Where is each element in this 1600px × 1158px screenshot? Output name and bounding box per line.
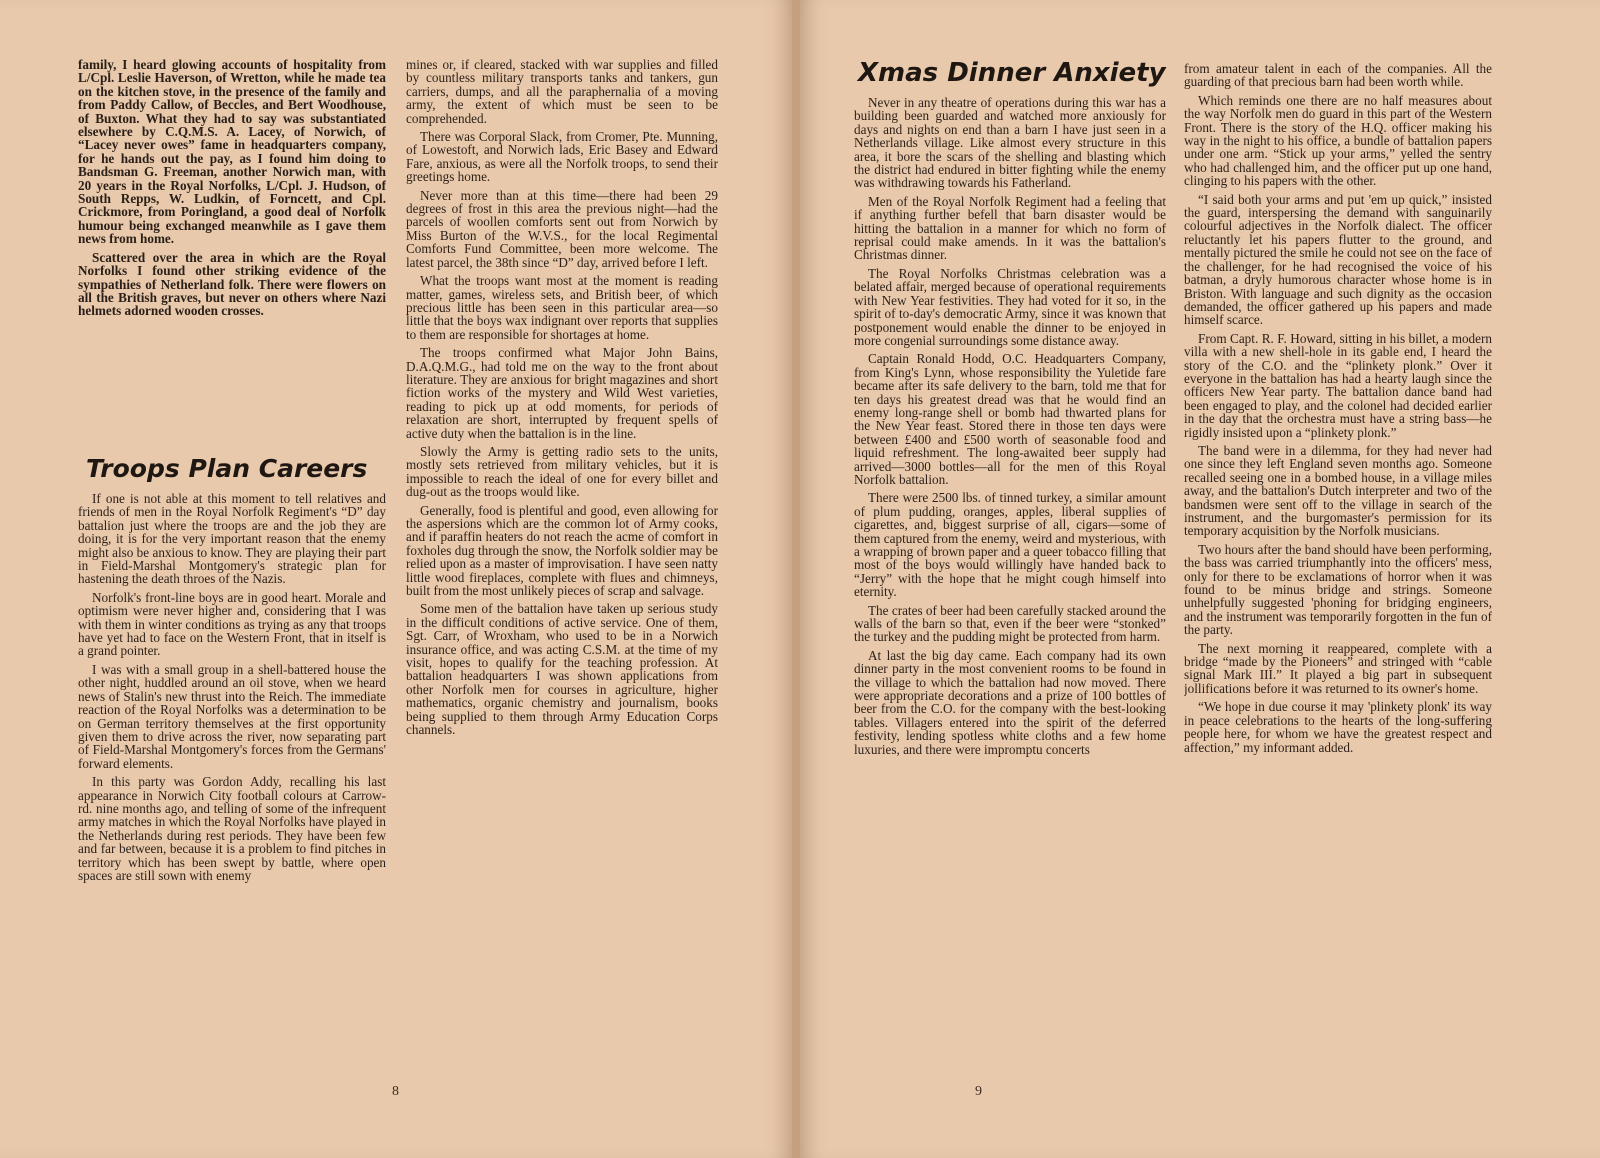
paragraph: The crates of beer had been carefully stacked around the walls of the barn so that, even if the beer were “stonked” the turkey and the pudding might be protected from harm. — [854, 602, 1166, 645]
paragraph: If one is not able at this moment to tell relatives and friends of men in the Royal Norfolk Regiment's “D” day battalion just where the troops are and the job they are doing, it is for the very important reason that the enemy might also be anxious to know. They are playing their part in Field-Marshal Montgomery's strategic plan for hastening the death throes of the Nazis. — [78, 492, 386, 587]
right-page — [800, 0, 1600, 1158]
paragraph: Generally, food is plentiful and good, even allowing for the aspersions which are the common lot of Army cooks, and if paraffin heaters do not reach the acme of comfort in foxholes dug through the snow, the Norfolk soldier may be relied upon as a master of improvisation. I have seen natty little wood fireplaces, complete with flues and chimneys, built from the most unlikely pieces of scrap and salvage. — [406, 502, 718, 599]
paragraph: I was with a small group in a shell-battered house the other night, huddled around an oil stove, when we heard news of Stalin's new thrust into the Reich. The immediate reaction of the Royal Norfolks was a determination to be on German territory themselves at the first opportunity given them to drive across the river, now separating part of Field-Marshal Montgomery's forces from the Germans' forward elements. — [78, 661, 386, 771]
right-column-1 — [854, 96, 1166, 1078]
paragraph: Two hours after the band should have been performing, the bass was carried triumphantly into the officers' mess, only for there to be exclamations of horror when it was found to be minus bridge and strings. Someone unhelpfully suggested 'phoning for bridging engineers, and the instrument was temporarily forgotten in the fun of the party. — [1184, 541, 1492, 638]
paragraph: Scattered over the area in which are the Royal Norfolks I found other striking evidence of the sympathies of Netherland folk. There were flowers on all the British graves, but never on others where Nazi helmets adorned wooden crosses. — [78, 249, 386, 319]
left-page — [0, 0, 792, 1158]
left-column-1-bottom — [78, 492, 386, 1078]
paragraph: Men of the Royal Norfolk Regiment had a feeling that if anything further befell that barn disaster would be hitting the battalion in a manner for which no form of reprisal could make amends. In it was the battalion's Christmas dinner. — [854, 193, 1166, 263]
paragraph: mines or, if cleared, stacked with war supplies and filled by countless military transports tanks and tankers, gun carriers, dumps, and all the paraphernalia of a moving army, the extent of which must be seen to be comprehended. — [406, 58, 718, 126]
paragraph: Norfolk's front-line boys are in good heart. Morale and optimism were never higher and, considering that I was with them in winter conditions as trying as any that troops have yet had to face on the Western Front, that in itself is a grand pointer. — [78, 589, 386, 659]
paragraph: The Royal Norfolks Christmas celebration was a belated affair, merged because of operational requirements with New Year festivities. They had voted for it so, in the spirit of to-day's democratic Army, since it was known that postponement would enable the dinner to be enjoyed in more congenial surroundings some distance away. — [854, 265, 1166, 348]
paragraph: The troops confirmed what Major John Bains, D.A.Q.M.G., had told me on the way to the front about literature. They are anxious for bright magazines and short fiction works of the mystery and Wild West varieties, reading to pick up at odd moments, for periods of relaxation are short, interrupted by frequent spells of active duty when the battalion is in the line. — [406, 345, 718, 441]
troops-plan-careers-heading: Troops Plan Careers — [86, 454, 368, 483]
right-column-2 — [1184, 62, 1492, 1078]
paragraph: The next morning it reappeared, complete with a bridge “made by the Pioneers” and stringed with “cable signal Mark III.” It played a big part in subsequent jollifications before it was returned to its owner's home. — [1184, 640, 1492, 696]
paragraph: family, I heard glowing accounts of hospitality from L/Cpl. Leslie Haverson, of Wretton, while he made tea on the kitchen stove, in the presence of the family and from Paddy Callow, of Beccles, and Bert Woodhouse, of Buxton. What they had to say was substantiated elsewhere by C.Q.M.S. A. Lacey, of Norwich, of “Lacey never owes” fame in headquarters company, for he hands out the pay, as I found him doing to Bandsman G. Freeman, another Norwich man, with 20 years in the Royal Norfolks, L/Cpl. J. Hudson, of South Repps, W. Ludkin, of Forncett, and Cpl. Crickmore, from Poringland, a good deal of Norfolk humour being exchanged meanwhile as I gave them news from home. — [78, 58, 386, 247]
paragraph: At last the big day came. Each company had its own dinner party in the most convenient rooms to be found in the village to which the battalion had now moved. There were appropriate decorations and a prize of 100 bottles of beer from the C.O. for the company with the best-looking tables. Villagers entered into the spirit of the deferred festivity, lending spotless white cloths and a few home luxuries, and there were impromptu concerts — [854, 647, 1166, 757]
paragraph: What the troops want most at the moment is reading matter, games, wireless sets, and British beer, of which precious little has been seen in this particular area—so little that the boys wax indignant over reports that supplies to them are responsible for shortages at home. — [406, 273, 718, 342]
paragraph: from amateur talent in each of the companies. All the guarding of that precious barn had been worth while. — [1184, 62, 1492, 90]
paragraph: The band were in a dilemma, for they had never had one since they left England seven months ago. Someone recalled seeing one in a bombed house, in a village miles away, and the battalion's Dutch interpreter and two of the bandsmen were sent off to the village in search of the instrument, and the burgomaster's permission for its temporary acquisition by the Norfolk musicians. — [1184, 442, 1492, 539]
paragraph: From Capt. R. F. Howard, sitting in his billet, a modern villa with a new shell-hole in its gable end, I heard the story of the C.O. and the “plinkety plonk.” Over it everyone in the battalion has had a hearty laugh since the officers New Year party. The battalion dance band had been engaged to play, and the colonel had decided earlier in the day that the orchestra must have a string bass—he rigidly insisted upon a “plinkety plonk.” — [1184, 330, 1492, 440]
left-column-1-top — [78, 58, 386, 434]
paragraph: In this party was Gordon Addy, recalling his last appearance in Norwich City football colours at Carrow-rd. nine months ago, and telling of some of the infrequent army matches in which the Royal Norfolks have played in the Netherlands during rest periods. They have been few and far between, because it is a problem to find pitches in territory which has been swept by battle, where open spaces are still sown with enemy — [78, 774, 386, 883]
paragraph: “We hope in due course it may 'plinkety plonk' its way in peace celebrations to the hearts of the long-suffering people here, for whom we have the greatest respect and affection,” my informant added. — [1184, 699, 1492, 755]
paragraph: Which reminds one there are no half measures about the way Norfolk men do guard in this part of the Western Front. There is the story of the H.Q. officer making his way in the night to his office, a bundle of battalion papers under one arm. “Stick up your arms,” yelled the sentry who had challenged him, and the officer put up one hand, clinging to his papers with the other. — [1184, 92, 1492, 189]
paragraph: Never more than at this time—there had been 29 degrees of frost in this area the previous night—had the parcels of woollen comforts sent out from Norwich by Miss Burton of the W.V.S., for the local Regimental Comforts Fund Committee, been more welcome. The latest parcel, the 38th since “D” day, arrived before I left. — [406, 187, 718, 270]
paragraph: There were 2500 lbs. of tinned turkey, a similar amount of plum pudding, oranges, apples, liberal supplies of cigarettes, and, biggest surprise of all, cigars—some of them captured from the enemy, weird and mysterious, with a wrapping of brown paper and a queer tobacco filling that most of the boys would willingly have handed back to “Jerry” with the hope that he might cough himself into eternity. — [854, 490, 1166, 600]
paragraph: Captain Ronald Hodd, O.C. Headquarters Company, from King's Lynn, whose responsibility the Yuletide fare became after its safe delivery to the barn, told me that for ten days his greatest dread was that he would find an enemy long-range shell or bomb had thwarted plans for the New Year feast. Stored there in those ten days were between £400 and £500 worth of seasonable food and liquid refreshment. The long-awaited beer supply had arrived—3000 bottles—all for the men of this Royal Norfolk battalion. — [854, 351, 1166, 487]
xmas-dinner-anxiety-heading: Xmas Dinner Anxiety — [858, 58, 1166, 88]
page-number-right: 9 — [975, 1084, 982, 1099]
paragraph: Slowly the Army is getting radio sets to the units, mostly sets retrieved from military vehicles, but it is impossible to reach the ideal of one for every billet and dug-out as the troops would like. — [406, 443, 718, 500]
paragraph: There was Corporal Slack, from Cromer, Pte. Munning, of Lowestoft, and Norwich lads, Eric Basey and Edward Fare, anxious, as were all the Norfolk troops, to send their greetings home. — [406, 129, 718, 185]
spine-gutter — [792, 0, 800, 1158]
left-column-2 — [406, 58, 718, 1078]
paragraph: Some men of the battalion have taken up serious study in the difficult conditions of active service. One of them, Sgt. Carr, of Wroxham, who used to be in a Norwich insurance office, and was acting C.S.M. at the time of my visit, hopes to qualify for the teaching profession. At battalion headquarters I was shown applications from other Norfolk men for courses in agriculture, higher mathematics, organic chemistry and journalism, books being supplied to them through Army Education Corps channels. — [406, 601, 718, 738]
page-number-left: 8 — [392, 1084, 399, 1099]
paragraph: Never in any theatre of operations during this war has a building been guarded and watched more anxiously for days and nights on end than a barn I have just seen in a Netherlands village. Like almost every structure in this area, it bore the scars of the shelling and blasting which the district had endured in bitter fighting while the enemy was withdrawing towards his Fatherland. — [854, 96, 1166, 191]
paragraph: “I said both your arms and put 'em up quick,” insisted the guard, interspersing the demand with sanguinarily colourful adjectives in the Norfolk dialect. The officer reluctantly let his papers flutter to the ground, and mentally pictured the smile he could not see on the face of the challenger, for he had recognised the voice of his batman, a dryly humorous character whose home is in Briston. With language and such dignity as the occasion demanded, the officer gathered up his papers and made himself scarce. — [1184, 191, 1492, 328]
